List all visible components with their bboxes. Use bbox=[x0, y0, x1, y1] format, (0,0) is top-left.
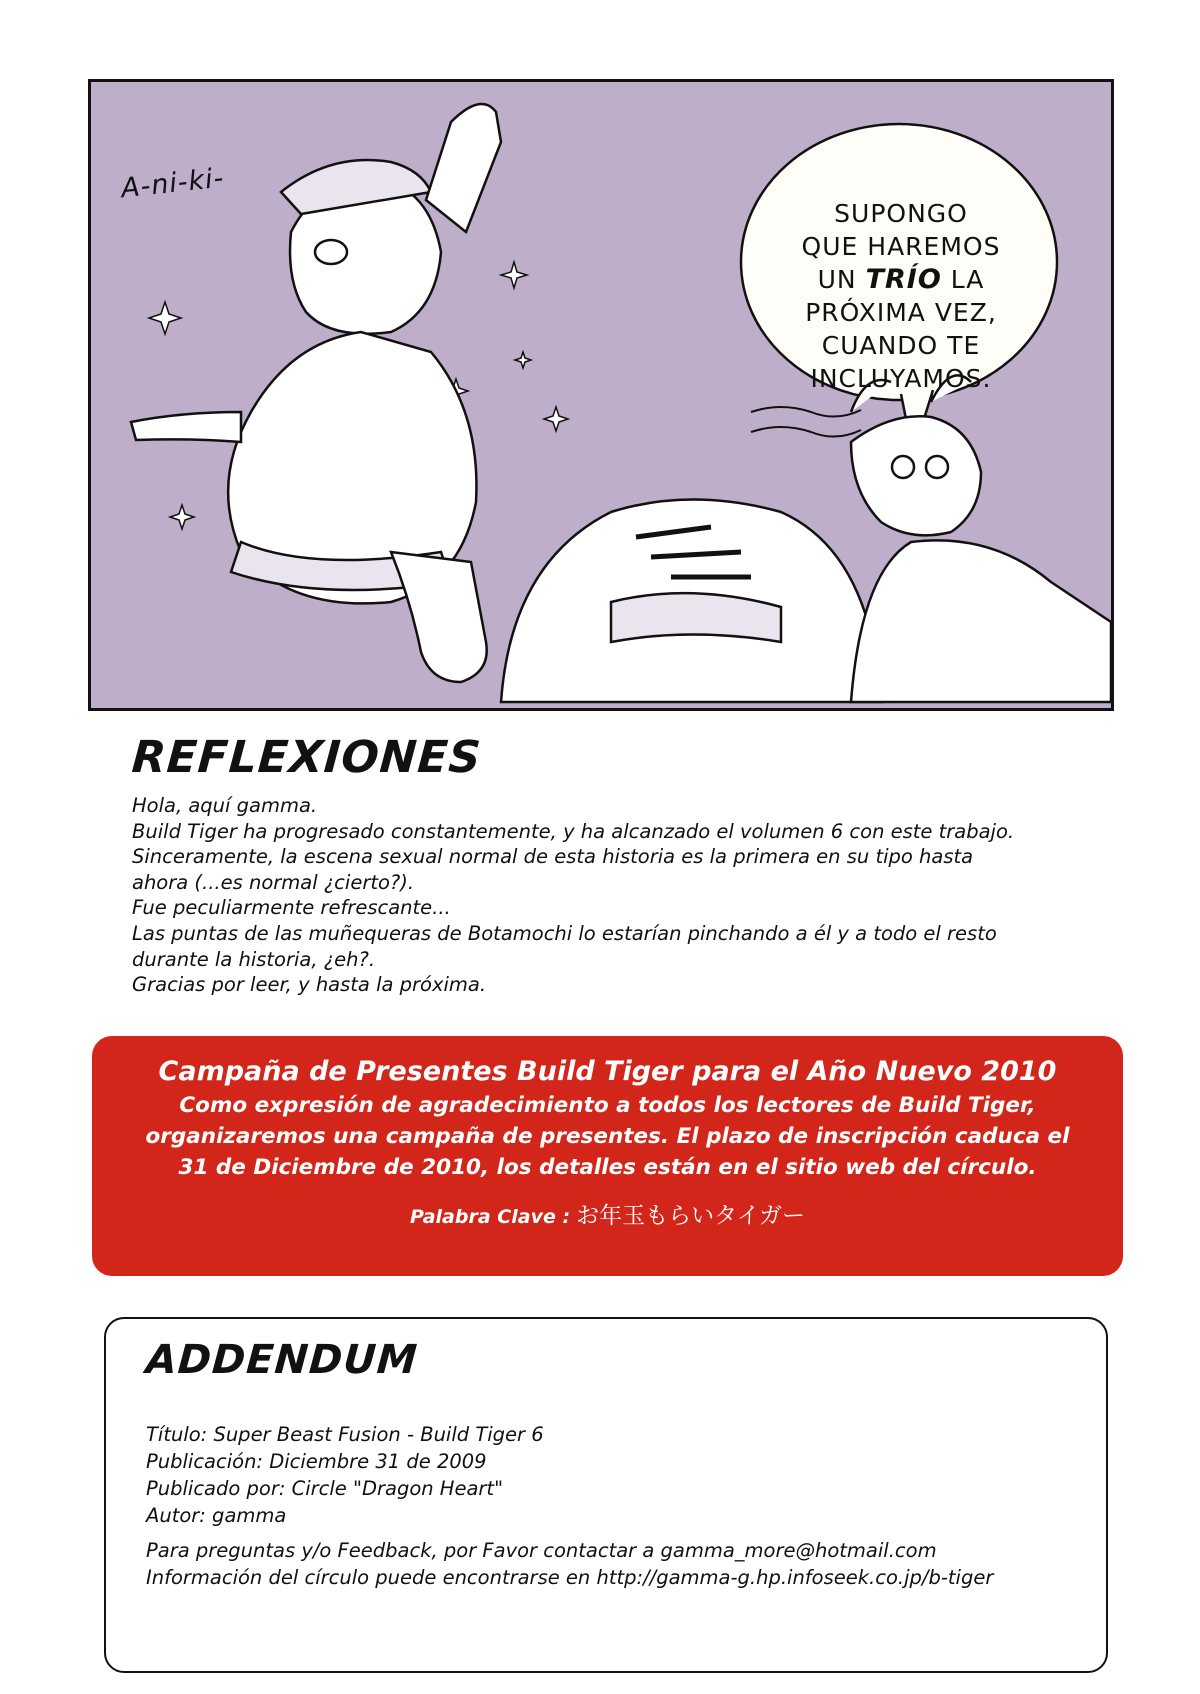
reflexiones-line: ahora (...es normal ¿cierto?). bbox=[132, 870, 415, 894]
addendum-title: ADDENDUM bbox=[144, 1337, 420, 1383]
addendum-contact bbox=[146, 1537, 993, 1591]
bubble-line bbox=[818, 263, 985, 296]
addendum-info-line: Publicado por: Circle "Dragon Heart" bbox=[146, 1477, 504, 1500]
sound-effect-text: A-ni-ki- bbox=[119, 162, 226, 205]
bubble-emphasis: TRÍO bbox=[865, 264, 942, 295]
comic-panel bbox=[88, 79, 1114, 711]
campaign-line: 31 de Diciembre de 2010, los detalles están en el sitio web del círculo. bbox=[178, 1155, 1037, 1180]
addendum-info-line: Autor: gamma bbox=[146, 1504, 287, 1527]
campaign-title: Campaña de Presentes Build Tiger para el Año Nuevo 2010 bbox=[158, 1056, 1057, 1087]
tiger-character-lying bbox=[501, 500, 881, 703]
addendum-info-line: Publicación: Diciembre 31 de 2009 bbox=[146, 1450, 487, 1473]
speech-bubble-text bbox=[751, 166, 1051, 426]
campaign-line: organizaremos una campaña de presentes. El plazo de inscripción caduca el bbox=[145, 1124, 1070, 1149]
reflexiones-line: Fue peculiarmente refrescante... bbox=[132, 896, 451, 920]
reflexiones-line: Hola, aquí gamma. bbox=[132, 794, 318, 817]
reflexiones-line: Sinceramente, la escena sexual normal de esta historia es la primera en su tipo hasta bbox=[132, 845, 974, 869]
campaign-box bbox=[92, 1036, 1123, 1276]
reflexiones-line: durante la historia, ¿eh?. bbox=[132, 947, 376, 971]
bubble-line: INCLUYAMOS. bbox=[810, 364, 992, 393]
bubble-line: CUANDO TE bbox=[821, 331, 981, 360]
bubble-line: QUE HAREMOS bbox=[801, 232, 1001, 261]
bubble-line: PRÓXIMA VEZ, bbox=[805, 298, 997, 327]
addendum-box bbox=[104, 1317, 1108, 1673]
reflexiones-line: Las puntas de las muñequeras de Botamochi lo estarían pinchando a él y a todo el resto bbox=[132, 921, 997, 945]
bubble-line: SUPONGO bbox=[834, 199, 968, 228]
campaign-line: Como expresión de agradecimiento a todos los lectores de Build Tiger, bbox=[179, 1093, 1036, 1118]
reflexiones-line: Build Tiger ha progresado constantemente, y ha alcanzado el volumen 6 con este trabajo. bbox=[132, 819, 1015, 843]
reflexiones-line: Gracias por leer, y hasta la próxima. bbox=[132, 973, 487, 997]
addendum-info bbox=[146, 1421, 544, 1529]
bubble-line-pre: UN bbox=[817, 265, 866, 294]
contact-url-line: Información del círculo puede encontrarse en http://gamma-g.hp.infoseek.co.jp/b-tiger bbox=[146, 1566, 994, 1589]
campaign-keyword bbox=[92, 1197, 1123, 1230]
bubble-line-post: LA bbox=[941, 265, 985, 294]
keyword-label: Palabra Clave : bbox=[410, 1206, 571, 1228]
keyword-value: お年玉もらいタイガー bbox=[576, 1203, 805, 1229]
reflexiones-title: REFLEXIONES bbox=[130, 732, 484, 783]
addendum-info-line: Título: Super Beast Fusion - Build Tiger 6 bbox=[146, 1423, 544, 1446]
reflexiones-body bbox=[132, 793, 1132, 998]
contact-email-line: Para preguntas y/o Feedback, por Favor contactar a gamma_more@hotmail.com bbox=[146, 1539, 937, 1562]
